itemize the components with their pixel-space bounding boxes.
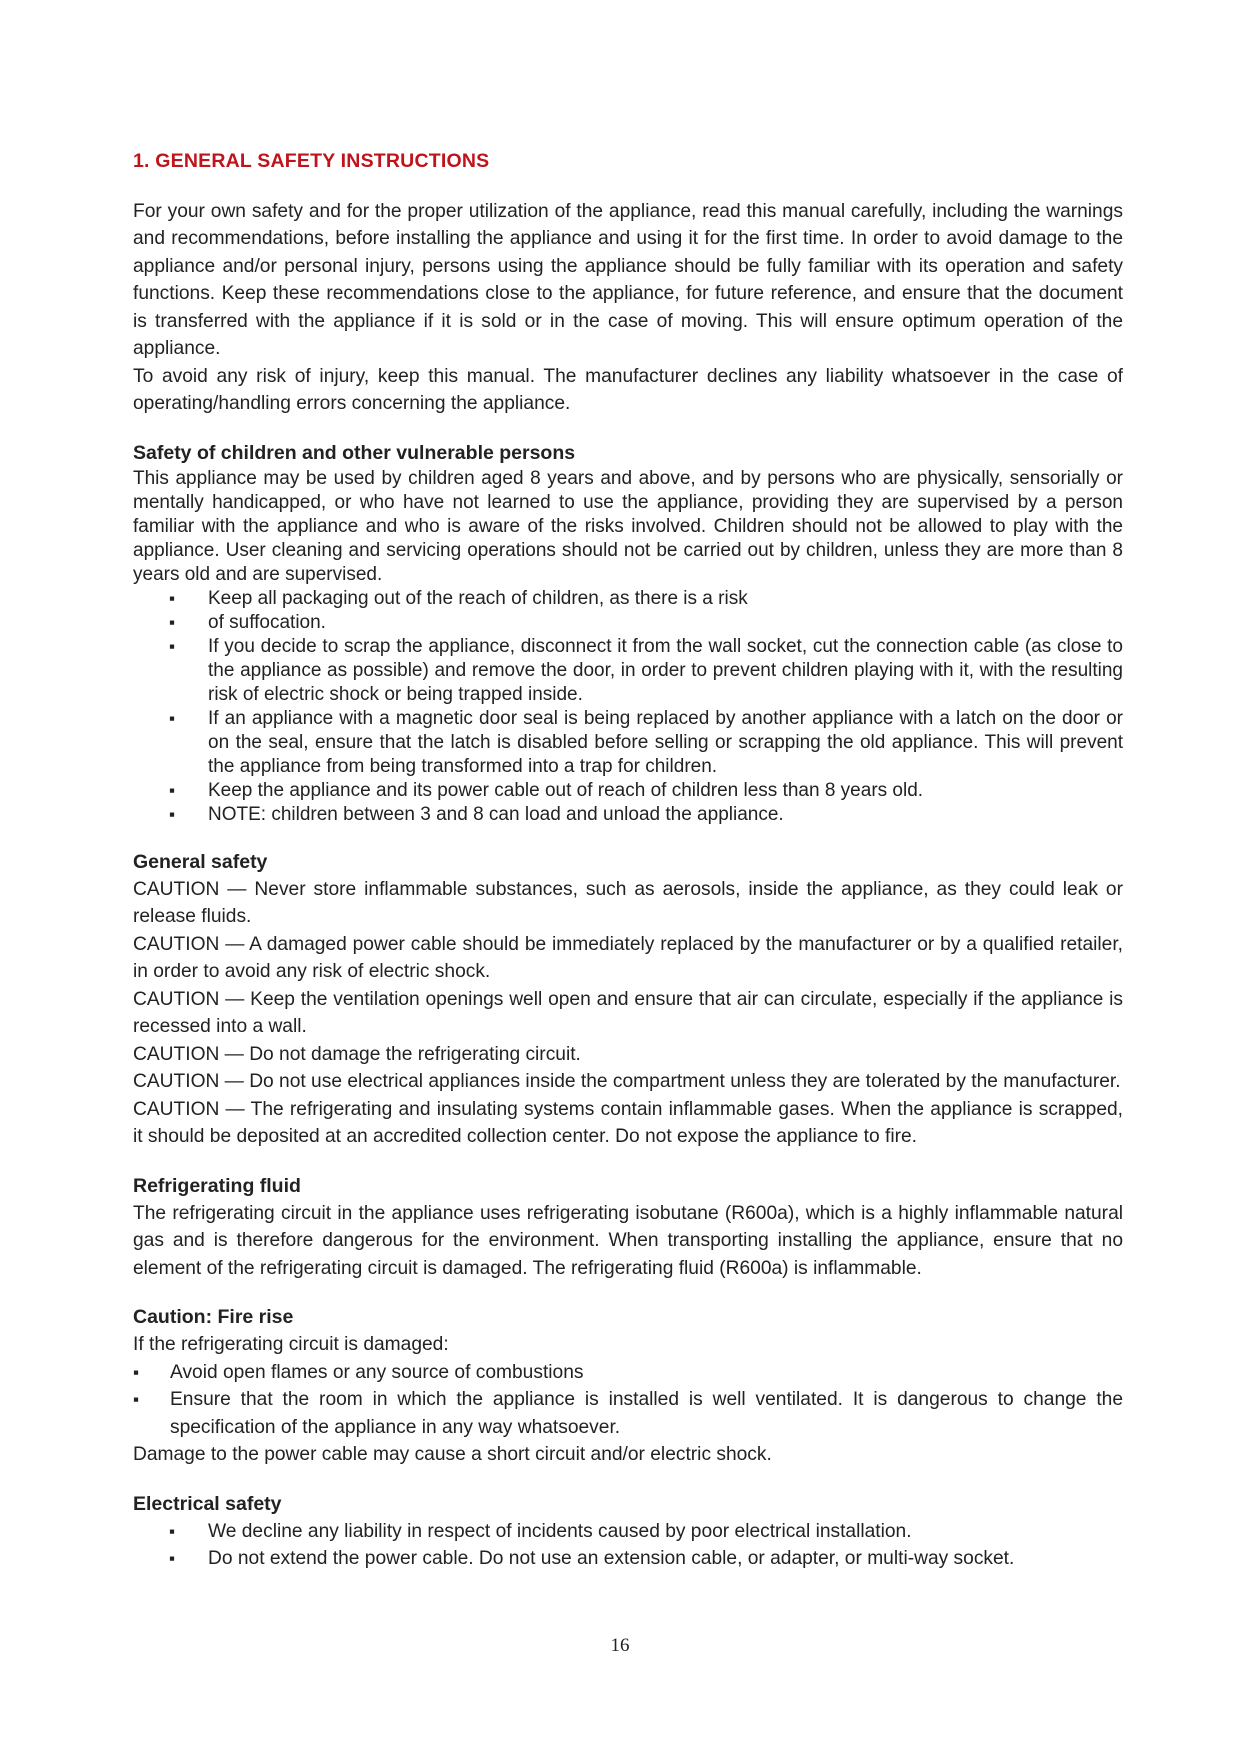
list-item: ▪ We decline any liability in respect of incidents caused by poor electrical installation. [133, 1518, 1123, 1546]
section-title: 1. GENERAL SAFETY INSTRUCTIONS [133, 150, 490, 172]
refrigerating-fluid-heading: Refrigerating fluid [133, 1174, 301, 1197]
fire-rise-outro: Damage to the power cable may cause a short circuit and/or electric shock. [133, 1444, 772, 1465]
electrical-safety-heading: Electrical safety [133, 1492, 282, 1515]
page-number: 16 [610, 1635, 630, 1656]
caution-text: CAUTION — Never store inflammable substances, such as aerosols, inside the appliance, as they could leak or release fluids. [133, 878, 1123, 927]
children-safety-section [133, 440, 1123, 827]
fire-rise-heading: Caution: Fire rise [133, 1306, 294, 1328]
electrical-safety-section [133, 1491, 1123, 1573]
children-safety-list [133, 587, 1123, 827]
general-safety-section [133, 849, 1123, 1151]
caution-text: CAUTION — The refrigerating and insulating systems contain inflammable gases. When the appliance is scrapped, it should be deposited at an accredited collection center. Do not expose the appliance to fire. [133, 1098, 1123, 1147]
list-item: ▪ Do not extend the power cable. Do not use an extension cable, or adapter, or multi-way socket. [133, 1545, 1123, 1573]
refrigerating-fluid-section [133, 1173, 1123, 1283]
list-item: ▪ If you decide to scrap the appliance, disconnect it from the wall socket, cut the connection cable (as close to the appliance as possible) and remove the door, in order to prevent children playing with it, with the resulting risk of electric shock or being trapped inside. [133, 635, 1123, 707]
children-safety-text: This appliance may be used by children aged 8 years and above, and by persons who are physically, sensorially or mentally handicapped, or who have not learned to use the appliance, providing they are supervised by a person familiar with the appliance and who is aware of the risks involved. Children should not be allowed to play with the appliance. User cleaning and servicing operations should not be carried out by children, unless they are more than 8 years old and are supervised. [133, 467, 1123, 585]
caution-text: CAUTION — Keep the ventilation openings well open and ensure that air can circulate, especially if the appliance is recessed into a wall. [133, 988, 1123, 1037]
fire-rise-section [133, 1304, 1123, 1469]
list-item: ▪ of suffocation. [133, 611, 1123, 635]
page-content [133, 148, 1123, 1573]
children-safety-heading: Safety of children and other vulnerable persons [133, 441, 576, 464]
refrigerating-fluid-text: The refrigerating circuit in the appliance uses refrigerating isobutane (R600a), which is a highly inflammable natural gas and is therefore dangerous for the environment. When transporting installing the appliance, ensure that no element of the refrigerating circuit is damaged. The refrigerating fluid (R600a) is inflammable. [133, 1202, 1123, 1279]
caution-text: CAUTION — Do not use electrical appliances inside the compartment unless they are tolerated by the manufacturer. [133, 1071, 1121, 1092]
fire-rise-intro: If the refrigerating circuit is damaged: [133, 1334, 449, 1355]
list-item: ▪ NOTE: children between 3 and 8 can load and unload the appliance. [133, 803, 1123, 827]
electrical-safety-list [133, 1518, 1123, 1573]
intro-paragraph-1: For your own safety and for the proper utilization of the appliance, read this manual carefully, including the warnings and recommendations, before installing the appliance and using it for the first time. In order to avoid damage to the appliance and/or personal injury, persons using the appliance should be fully familiar with its operation and safety functions. Keep these recommendations close to the appliance, for future reference, and ensure that the document is transferred with the appliance if it is sold or in the case of moving. This will ensure optimum operation of the appliance. [133, 200, 1123, 359]
caution-text: CAUTION — Do not damage the refrigerating circuit. [133, 1043, 581, 1065]
list-item: ▪ Avoid open flames or any source of combustions [133, 1359, 1123, 1387]
general-safety-heading: General safety [133, 850, 268, 873]
list-item: ▪ Keep all packaging out of the reach of children, as there is a risk [133, 587, 1123, 611]
intro-paragraph-2: To avoid any risk of injury, keep this manual. The manufacturer declines any liability whatsoever in the case of operating/handling errors concerning the appliance. [133, 365, 1123, 414]
fire-rise-list [133, 1359, 1123, 1442]
caution-text: CAUTION — A damaged power cable should be immediately replaced by the manufacturer or by a qualified retailer, in order to avoid any risk of electric shock. [133, 933, 1123, 982]
list-item: ▪ Ensure that the room in which the appliance is installed is well ventilated. It is dangerous to change the specification of the appliance in any way whatsoever. [133, 1386, 1123, 1441]
list-item: ▪ Keep the appliance and its power cable out of reach of children less than 8 years old. [133, 779, 1123, 803]
list-item: ▪ If an appliance with a magnetic door seal is being replaced by another appliance with a latch on the door or on the seal, ensure that the latch is disabled before selling or scrapping the old appliance. This will prevent the appliance from being transformed into a trap for children. [133, 707, 1123, 779]
